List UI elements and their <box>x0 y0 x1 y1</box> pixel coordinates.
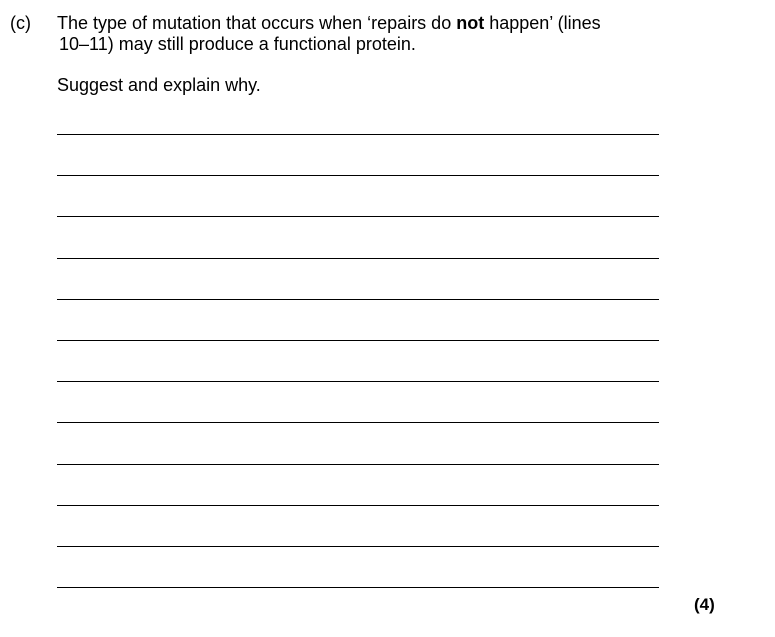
answer-line[interactable] <box>57 258 659 259</box>
question-label: (c) <box>10 13 31 33</box>
answer-line[interactable] <box>57 216 659 217</box>
question-text-bold: not <box>456 13 485 33</box>
answer-line[interactable] <box>57 175 659 176</box>
answer-line[interactable] <box>57 381 659 382</box>
answer-line[interactable] <box>57 546 659 547</box>
question-text-part-2: happen’ (lines <box>484 13 601 33</box>
answer-line[interactable] <box>57 422 659 423</box>
answer-line[interactable] <box>57 340 659 341</box>
answer-area[interactable] <box>57 0 659 637</box>
answer-line[interactable] <box>57 464 659 465</box>
answer-line[interactable] <box>57 134 659 135</box>
question-instruction: Suggest and explain why. <box>57 75 261 95</box>
question-text-line-2: 10–11) may still produce a functional protein. <box>59 34 416 54</box>
answer-line[interactable] <box>57 299 659 300</box>
question-text-part-1: The type of mutation that occurs when ‘repairs do <box>57 13 457 33</box>
marks-label: (4) <box>694 595 715 614</box>
answer-line[interactable] <box>57 505 659 506</box>
answer-line[interactable] <box>57 587 659 588</box>
